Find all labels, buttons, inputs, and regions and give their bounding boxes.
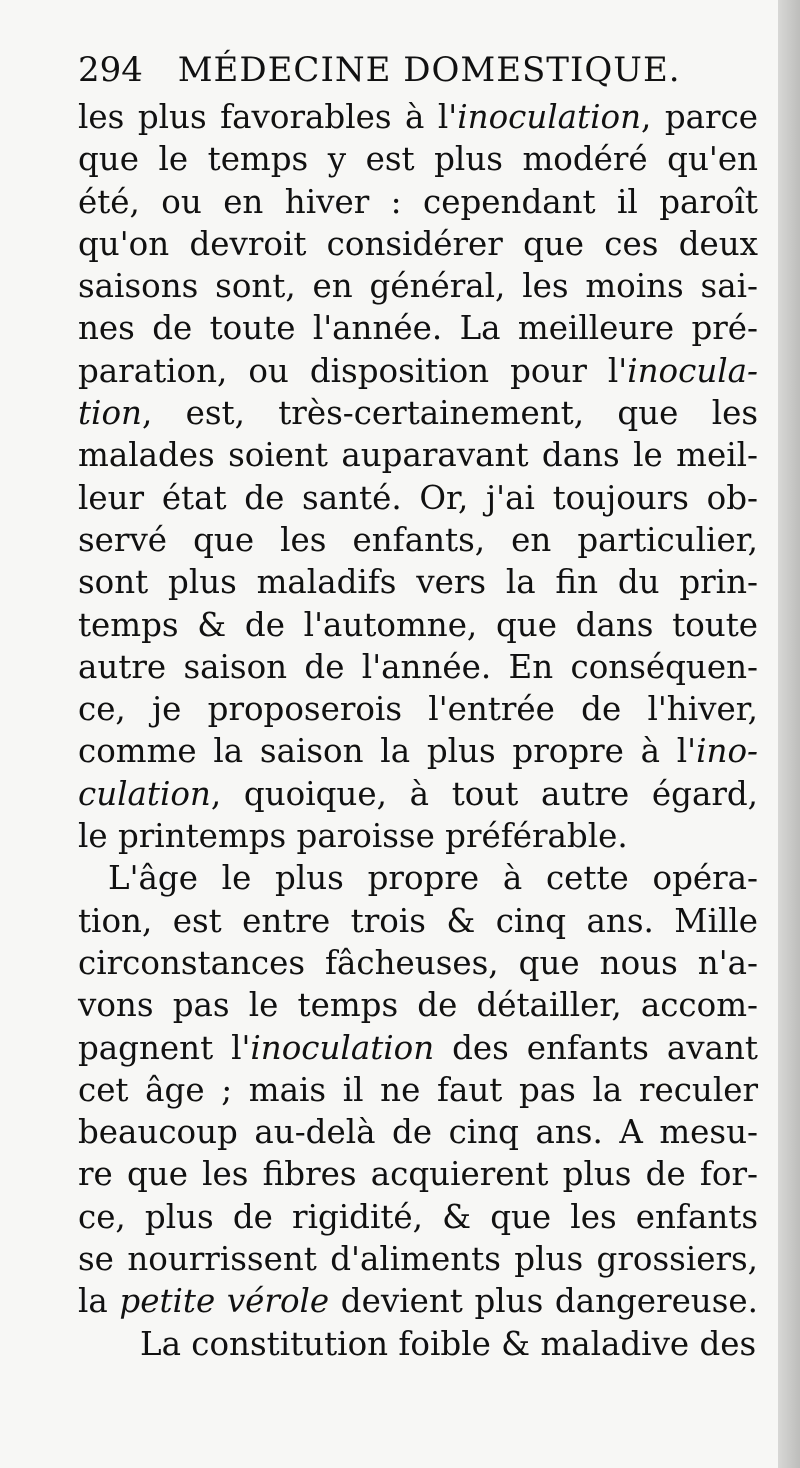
text-line — [78, 1323, 758, 1365]
text-line — [78, 1111, 758, 1153]
text-segment: L'âge le plus propre à cette opéra- — [108, 859, 758, 898]
text-segment: , parce — [641, 98, 758, 136]
text-segment: la — [78, 1282, 120, 1321]
italic-text: inoculation — [250, 1028, 435, 1067]
text-segment: ce, je proposerois l'entrée de l'hiver, — [78, 690, 758, 729]
text-segment: qu'on devroit considérer que ces deux — [78, 224, 758, 263]
text-segment: paration, ou disposition pour l' — [78, 351, 628, 390]
text-line — [78, 138, 758, 180]
text-segment: devient plus dangereuse. — [329, 1282, 758, 1321]
text-segment: que le temps y est plus modéré qu'en — [78, 140, 758, 179]
text-segment: des enfants avant — [434, 1028, 758, 1067]
text-segment: malades soient auparavant dans le meil- — [78, 436, 758, 475]
text-segment: La constitution foible & maladive des — [140, 1324, 757, 1363]
text-segment: été, ou en hiver : cependant il paroît — [78, 182, 758, 221]
text-segment: se nourrissent d'aliments plus grossiers, — [78, 1240, 758, 1279]
text-segment: , est, très-certainement, que les — [141, 394, 758, 433]
text-line — [78, 1027, 758, 1069]
text-segment: tion, est entre trois & cinq ans. Mille — [78, 901, 758, 940]
text-segment: servé que les enfants, en particulier, — [78, 520, 758, 559]
text-segment: nes de toute l'année. La meilleure pré- — [78, 309, 758, 348]
text-segment: re que les fibres acquierent plus de for- — [78, 1155, 758, 1194]
text-segment: autre saison de l'année. En conséquen- — [78, 647, 758, 686]
text-line — [78, 223, 758, 265]
page-header — [78, 44, 758, 96]
text-line — [78, 561, 758, 603]
text-line — [78, 984, 758, 1026]
italic-text: inocula- — [627, 351, 758, 390]
text-line — [78, 646, 758, 688]
text-line — [78, 519, 758, 561]
text-segment: beaucoup au-delà de cinq ans. A mesu- — [78, 1113, 758, 1152]
text-line — [78, 900, 758, 942]
italic-text: tion — [78, 394, 142, 433]
page-edge-shadow — [778, 0, 800, 1468]
text-line — [78, 307, 758, 349]
text-segment: les plus favorables à l' — [78, 98, 458, 136]
text-segment: cet âge ; mais il ne faut pas la reculer — [78, 1070, 758, 1109]
italic-text: ino- — [696, 732, 758, 771]
text-segment: , quoique, à tout autre égard, — [210, 774, 758, 813]
text-segment: leur état de santé. Or, j'ai toujours ob- — [78, 478, 758, 517]
text-segment: vons pas le temps de détailler, accom- — [78, 986, 758, 1025]
text-segment: comme la saison la plus propre à l' — [78, 732, 697, 771]
text-line — [78, 773, 758, 815]
text-line — [78, 1238, 758, 1280]
text-line — [78, 181, 758, 223]
text-segment: circonstances fâcheuses, que nous n'a- — [78, 943, 758, 982]
text-line — [78, 1280, 758, 1322]
text-line — [78, 392, 758, 434]
text-segment: pagnent l' — [78, 1028, 251, 1067]
text-line — [78, 730, 758, 772]
text-line — [78, 434, 758, 476]
text-line — [78, 477, 758, 519]
text-segment: sont plus maladifs vers la fin du prin- — [78, 563, 758, 602]
text-line — [78, 96, 758, 138]
text-line — [78, 350, 758, 392]
text-line — [78, 265, 758, 307]
text-line — [78, 1196, 758, 1238]
text-line — [78, 815, 758, 857]
text-line — [78, 1153, 758, 1195]
page-body-text — [78, 96, 758, 1365]
page-number: 294 — [78, 50, 143, 90]
text-line — [78, 1069, 758, 1111]
italic-text: inoculation — [457, 98, 641, 136]
text-line — [78, 604, 758, 646]
text-segment: ce, plus de rigidité, & que les enfants — [78, 1197, 758, 1236]
italic-text: petite vérole — [119, 1282, 330, 1321]
text-segment: le printemps paroisse préférable. — [78, 817, 628, 856]
text-line — [78, 942, 758, 984]
text-segment: saisons sont, en général, les moins sai- — [78, 267, 758, 306]
text-line — [78, 688, 758, 730]
text-segment: temps & de l'automne, que dans toute — [78, 605, 758, 644]
running-title: MÉDECINE DOMESTIQUE. — [177, 50, 681, 90]
text-line — [78, 857, 758, 899]
italic-text: culation — [78, 774, 211, 813]
